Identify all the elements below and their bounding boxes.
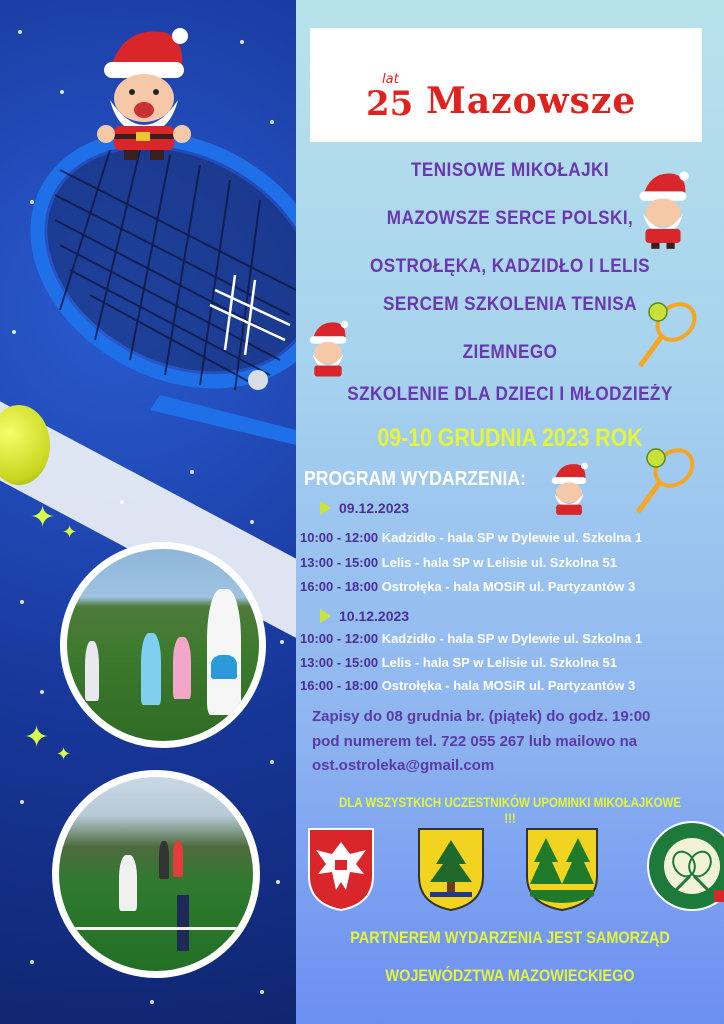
child-figure (159, 841, 169, 879)
child-figure (173, 841, 183, 877)
row-time: 16:00 - 18:00 (300, 678, 379, 693)
sparkle-icon: ✦ (56, 744, 72, 765)
content-panel (296, 0, 724, 1024)
sparkle-icon: ✦ (62, 522, 78, 543)
schedule-row (300, 555, 617, 570)
child-figure (141, 633, 161, 705)
logo-anniversary-number: 25 (366, 84, 414, 124)
snowflake (60, 90, 64, 94)
lelis-trees-crest-icon (524, 826, 600, 912)
row-time: 16:00 - 18:00 (300, 579, 379, 594)
schedule-row (300, 678, 635, 693)
snowflake (276, 880, 280, 884)
racket-ball-icon (630, 442, 702, 518)
registration-line-1: Zapisy do 08 grudnia br. (piątek) do godz. 19:00 (312, 708, 651, 725)
racket-ball-icon (632, 296, 704, 372)
child-figure (85, 641, 99, 701)
ost-association-badge-icon (646, 820, 724, 912)
snowflake (20, 800, 24, 804)
court-line (59, 927, 260, 930)
schedule-row (300, 530, 642, 545)
row-place: Lelis - hala SP w Lelisie ul. Szkolna 51 (381, 655, 617, 670)
snowflake (280, 640, 284, 644)
kadzidlo-tree-crest-icon (416, 826, 486, 912)
court-photo-panel (0, 0, 296, 1024)
schedule-row (300, 579, 635, 594)
registration-line-2: pod numerem tel. 722 055 267 lub mailowo na (312, 733, 638, 750)
snowflake (20, 600, 24, 604)
row-place: Kadzidło - hala SP w Dylewie ul. Szkolna 1 (381, 530, 643, 545)
logo-lat-label: lat (382, 72, 399, 87)
day-heading-1 (320, 500, 409, 516)
row-time: 10:00 - 12:00 (300, 530, 379, 545)
play-arrow-icon (320, 609, 331, 623)
santa-icon (304, 318, 352, 382)
tennis-court-photo-icon (52, 770, 260, 978)
sparkle-icon: ✦ (30, 500, 56, 535)
title-line-2: MAZOWSZE SERCE POLSKI, (386, 208, 634, 229)
logo-name: Mazowsze (426, 80, 637, 122)
day-date: 09.12.2023 (339, 500, 410, 516)
snowflake (250, 520, 254, 524)
gifts-note: DLA WSZYSTKICH UCZESTNIKÓW UPOMINKI MIKOŁAJKOWE !!! (338, 794, 682, 826)
row-place: Ostrołęka - hala MOSiR ul. Partyzantów 3 (381, 678, 636, 693)
santa-icon (544, 460, 594, 520)
snowflake (150, 1000, 154, 1004)
partner-line-2: WOJEWÓDZTWA MAZOWIECKIEGO (385, 966, 635, 985)
play-arrow-icon (320, 501, 331, 515)
snowflake (260, 990, 264, 994)
program-heading: PROGRAM WYDARZENIA: (304, 468, 526, 490)
net-post (177, 895, 189, 951)
mazovia-eagle-crest-icon (306, 826, 376, 912)
snowflake (240, 40, 244, 44)
coach-shorts (211, 655, 237, 679)
snowflake (120, 500, 124, 504)
row-place: Lelis - hala SP w Lelisie ul. Szkolna 51 (381, 555, 617, 570)
partner-line-1: PARTNEREM WYDARZENIA JEST SAMORZĄD (350, 928, 670, 947)
row-time: 13:00 - 15:00 (300, 555, 379, 570)
title-line-4: SERCEM SZKOLENIA TENISA (383, 294, 637, 315)
day-date: 10.12.2023 (339, 608, 410, 624)
title-line-5: ZIEMNEGO (462, 342, 558, 363)
child-figure (119, 855, 137, 911)
title-line-1: TENISOWE MIKOŁAJKI (410, 160, 610, 181)
row-time: 10:00 - 12:00 (300, 631, 379, 646)
child-figure (173, 637, 191, 699)
event-date: 09-10 GRUDNIA 2023 ROK (377, 424, 643, 452)
logo-box (310, 28, 702, 142)
row-place: Ostrołęka - hala MOSiR ul. Partyzantów 3 (381, 579, 636, 594)
row-place: Kadzidło - hala SP w Dylewie ul. Szkolna 1 (381, 631, 643, 646)
santa-icon (92, 22, 196, 162)
snowflake (270, 760, 274, 764)
schedule-row (300, 631, 642, 646)
snowflake (190, 470, 194, 474)
snowflake (40, 690, 44, 694)
schedule-row (300, 655, 617, 670)
tennis-kids-photo-icon (60, 542, 266, 748)
row-time: 13:00 - 15:00 (300, 655, 379, 670)
snowflake (18, 30, 22, 34)
day-heading-2 (320, 608, 409, 624)
sparkle-icon: ✦ (24, 720, 50, 755)
registration-email[interactable]: ost.ostroleka@gmail.com (312, 757, 495, 774)
title-line-3: OSTROŁĘKA, KADZIDŁO I LELIS (369, 256, 651, 277)
santa-icon (632, 168, 694, 250)
title-line-6: SZKOLENIE DLA DZIECI I MŁODZIEŻY (347, 384, 673, 405)
coach-figure (207, 589, 241, 715)
snowflake (30, 960, 34, 964)
